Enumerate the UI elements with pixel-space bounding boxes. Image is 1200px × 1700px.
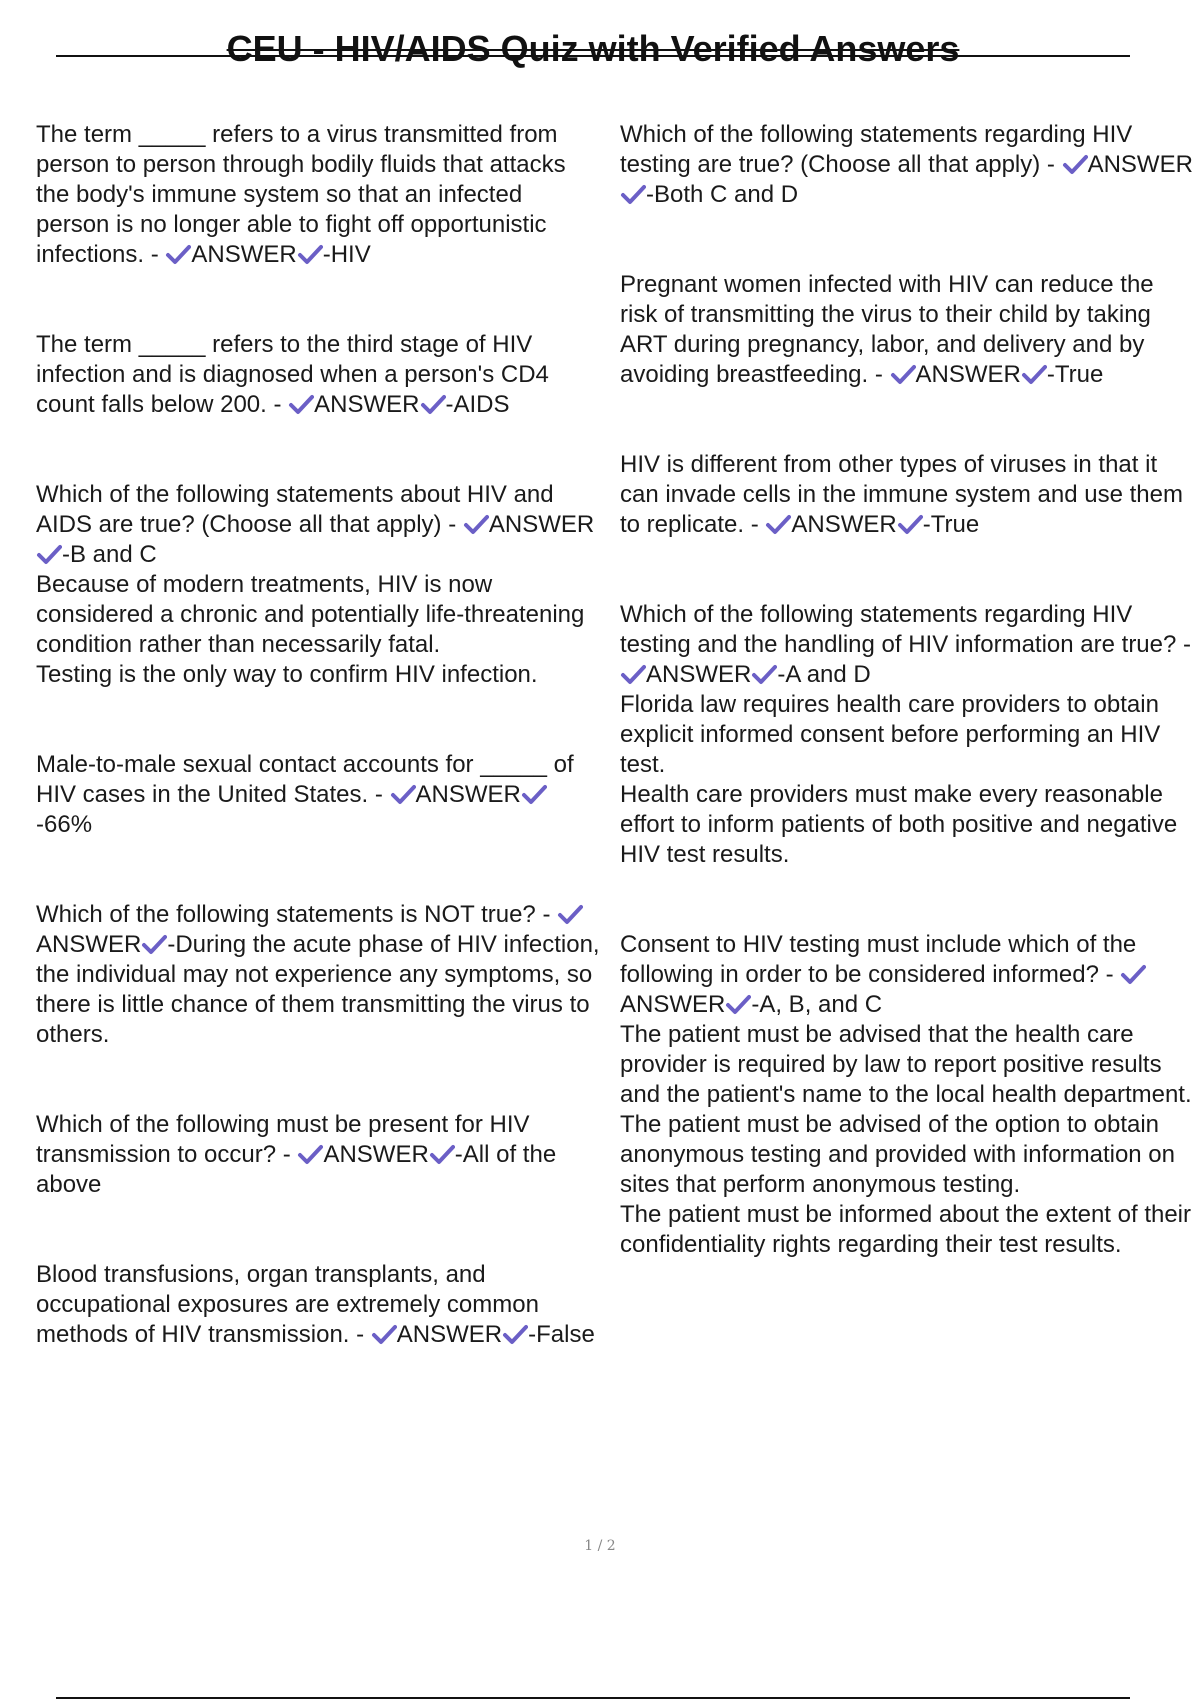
question-text xyxy=(620,600,1195,690)
question-text xyxy=(36,1260,602,1350)
answer-label: ANSWER xyxy=(646,661,752,688)
answer-detail: Because of modern treatments, HIV is now considered a chronic and potentially life-threatening condition rather than necessarily fatal. xyxy=(36,571,585,658)
answer-text: -B and C xyxy=(62,541,157,568)
question-text xyxy=(620,930,1195,1020)
question-text xyxy=(36,1110,602,1200)
page-number: 1 / 2 xyxy=(584,1538,616,1554)
answer-label: ANSWER xyxy=(415,781,521,808)
question: Which of the following statements regarding HIV testing and the handling of HIV information are true? - xyxy=(620,601,1192,658)
answer-detail: Testing is the only way to confirm HIV infection. xyxy=(36,661,538,688)
footer-rule xyxy=(56,1697,1130,1699)
checkmark-icon xyxy=(1120,963,1146,985)
checkmark-icon xyxy=(288,393,314,415)
checkmark-icon xyxy=(1021,363,1047,385)
checkmark-icon xyxy=(429,1143,455,1165)
question: Male-to-male sexual contact accounts for _____ of HIV cases in the United States. - xyxy=(36,751,574,808)
answer-label: ANSWER xyxy=(1087,151,1193,178)
quiz-item xyxy=(620,450,1195,540)
quiz-item xyxy=(36,1110,602,1200)
answer-text: -A and D xyxy=(777,661,871,688)
question: Which of the following must be present for HIV transmission to occur? - xyxy=(36,1111,530,1168)
quiz-item xyxy=(36,750,602,840)
checkmark-icon xyxy=(765,513,791,535)
question-text xyxy=(36,480,602,570)
checkmark-icon xyxy=(36,543,62,565)
question-text xyxy=(36,120,602,270)
question-text xyxy=(620,450,1195,540)
answer-text: -HIV xyxy=(322,241,371,268)
answer-detail: Florida law requires health care providers to obtain explicit informed consent before performing an HIV test. xyxy=(620,691,1161,778)
answer-text: -66% xyxy=(36,811,93,838)
answer-text: -True xyxy=(1046,361,1104,388)
quiz-item xyxy=(36,1260,602,1350)
question-text xyxy=(36,330,602,420)
answer-detail: Health care providers must make every reasonable effort to inform patients of both positive and negative HIV test results. xyxy=(620,781,1178,868)
checkmark-icon xyxy=(297,1143,323,1165)
left-column xyxy=(36,120,602,1410)
quiz-item xyxy=(36,900,602,1050)
answer-label: ANSWER xyxy=(915,361,1021,388)
checkmark-icon xyxy=(463,513,489,535)
answer-detail: The patient must be advised that the health care provider is required by law to report positive results and the patient's name to the local health department. xyxy=(620,1021,1192,1108)
answer-label: ANSWER xyxy=(791,511,897,538)
answer-label: ANSWER xyxy=(488,511,595,538)
checkmark-icon xyxy=(502,1323,528,1345)
answer-text: -A, B, and C xyxy=(751,991,883,1018)
checkmark-icon xyxy=(390,783,416,805)
checkmark-icon xyxy=(297,243,323,265)
checkmark-icon xyxy=(371,1323,397,1345)
question: HIV is different from other types of viruses in that it can invade cells in the immune system and use them to replicate. - xyxy=(620,451,1183,538)
question: Blood transfusions, organ transplants, and occupational exposures are extremely common methods of HIV transmission. - xyxy=(36,1261,539,1348)
question: Which of the following statements regarding HIV testing are true? (Choose all that apply) - xyxy=(620,121,1133,178)
answer-label: ANSWER xyxy=(314,391,420,418)
quiz-item xyxy=(620,120,1195,210)
checkmark-icon xyxy=(557,903,583,925)
question: The term _____ refers to a virus transmitted from person to person through bodily fluids that attacks the body's immune system so that an infected person is no longer able to fight off opportunistic infections. - xyxy=(36,121,566,268)
checkmark-icon xyxy=(890,363,916,385)
question: The term _____ refers to the third stage of HIV infection and is diagnosed when a person's CD4 count falls below 200. - xyxy=(36,331,549,418)
question: Pregnant women infected with HIV can reduce the risk of transmitting the virus to their child by taking ART during pregnancy, labor, and delivery and by avoiding breastfeeding. - xyxy=(620,271,1154,388)
title-rule xyxy=(56,55,1130,57)
question-text xyxy=(620,120,1195,210)
question: Consent to HIV testing must include which of the following in order to be considered informed? - xyxy=(620,931,1137,988)
question: Which of the following statements about HIV and AIDS are true? (Choose all that apply) - xyxy=(36,481,554,538)
checkmark-icon xyxy=(420,393,446,415)
answer-text: -True xyxy=(922,511,980,538)
checkmark-icon xyxy=(521,783,547,805)
quiz-item xyxy=(620,600,1195,870)
checkmark-icon xyxy=(1062,153,1088,175)
quiz-item xyxy=(36,120,602,270)
checkmark-icon xyxy=(620,183,646,205)
checkmark-icon xyxy=(725,993,751,1015)
question-text xyxy=(36,900,602,1050)
checkmark-icon xyxy=(751,663,777,685)
answer-label: ANSWER xyxy=(191,241,297,268)
question-text xyxy=(36,750,602,840)
question-text xyxy=(620,270,1195,390)
answer-text: -AIDS xyxy=(445,391,510,418)
answer-text: -False xyxy=(528,1321,595,1348)
answer-text: -Both C and D xyxy=(646,181,799,208)
checkmark-icon xyxy=(897,513,923,535)
right-column xyxy=(620,120,1195,1320)
answer-detail: The patient must be informed about the extent of their confidentiality rights regarding their test results. xyxy=(620,1201,1192,1258)
checkmark-icon xyxy=(165,243,191,265)
checkmark-icon xyxy=(141,933,167,955)
answer-text: -During the acute phase of HIV infection, the individual may not experience any symptoms, so there is little chance of them transmitting the virus to others. xyxy=(36,931,600,1048)
answer-detail: The patient must be advised of the option to obtain anonymous testing and provided with information on sites that perform anonymous testing. xyxy=(620,1111,1175,1198)
quiz-item xyxy=(36,480,602,690)
answer-label: ANSWER xyxy=(36,931,142,958)
question: Which of the following statements is NOT true? - xyxy=(36,901,551,928)
quiz-item xyxy=(36,330,602,420)
checkmark-icon xyxy=(620,663,646,685)
answer-label: ANSWER xyxy=(323,1141,429,1168)
quiz-item xyxy=(620,930,1195,1260)
answer-text: -All of the above xyxy=(36,1141,557,1198)
quiz-item xyxy=(620,270,1195,390)
answer-label: ANSWER xyxy=(396,1321,503,1348)
page-title: CEU - HIV/AIDS Quiz with Verified Answers xyxy=(226,28,960,69)
answer-label: ANSWER xyxy=(620,991,726,1018)
